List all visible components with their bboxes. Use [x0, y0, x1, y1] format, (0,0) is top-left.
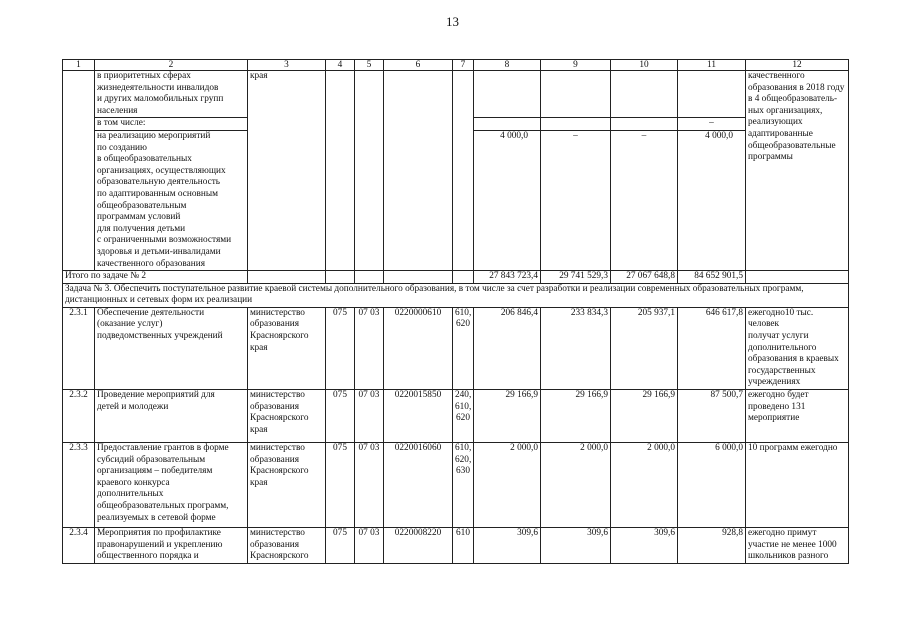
col-header: 2: [95, 60, 248, 71]
row-num: 2.3.3: [63, 443, 95, 528]
row-c6: 0220000610: [384, 307, 453, 389]
cell-empty: [474, 71, 541, 118]
table-row: [63, 390, 849, 443]
row-c4: 075: [326, 443, 355, 528]
row-v10: 205 937,1: [611, 307, 678, 389]
col-header: 10: [611, 60, 678, 71]
column-number-header: [63, 60, 849, 71]
row-c6: 0220008220: [384, 528, 453, 564]
continued-grbs: края: [248, 71, 326, 271]
total-row: [63, 271, 849, 284]
subitem-v11: 4 000,0: [678, 130, 746, 270]
row-result: 10 программ ежегодно: [746, 443, 849, 528]
col-header: 1: [63, 60, 95, 71]
total-v10: 27 067 648,8: [611, 271, 678, 284]
row-c5: 07 03: [355, 390, 384, 443]
row-v8: 2 000,0: [474, 443, 541, 528]
row-grbs: министерство образования Красноярского: [248, 528, 326, 564]
cell-num: [63, 71, 95, 271]
col-header: 11: [678, 60, 746, 71]
table-row: [63, 307, 849, 389]
row-c7: 240, 610, 620: [453, 390, 474, 443]
cell-empty: [541, 71, 611, 118]
program-table: [62, 59, 849, 564]
continued-row: [63, 71, 849, 118]
col-header: 9: [541, 60, 611, 71]
row-v8: 29 166,9: [474, 390, 541, 443]
row-result: ежегодно примут участие не менее 1000 школьников разного: [746, 528, 849, 564]
cell-empty: [541, 118, 611, 131]
row-c5: 07 03: [355, 307, 384, 389]
subitem-v8: 4 000,0: [474, 130, 541, 270]
subitem-v10: –: [611, 130, 678, 270]
cell-empty: [453, 71, 474, 271]
row-c7: 610, 620: [453, 307, 474, 389]
row-grbs: министерство образования Красноярского края: [248, 390, 326, 443]
task-3-title: Задача № 3. Обеспечить поступательное развитие краевой системы дополнительного образования, в том числе за счет разработки и реализации современных образовательных программ, дистанционных и сетевых форм их реализации: [63, 283, 849, 307]
continued-name: в приоритетных сферах жизнедеятельности инвалидов и других маломобильных групп населения: [95, 71, 248, 118]
row-num: 2.3.1: [63, 307, 95, 389]
col-header: 4: [326, 60, 355, 71]
task-header-row: [63, 283, 849, 307]
including-label: в том числе:: [95, 118, 248, 131]
row-v10: 29 166,9: [611, 390, 678, 443]
cell-empty: [678, 71, 746, 118]
row-v11: 6 000,0: [678, 443, 746, 528]
row-c4: 075: [326, 390, 355, 443]
row-c7: 610, 620, 630: [453, 443, 474, 528]
cell-empty: [453, 271, 474, 284]
row-v9: 29 166,9: [541, 390, 611, 443]
continued-result: качественного образования в 2018 году в 4 общеобразователь- ных организациях, реализующих адаптированные общеобразовательные программы: [746, 71, 849, 271]
row-c4: 075: [326, 528, 355, 564]
page-number: 13: [446, 14, 459, 29]
row-result: ежегодно10 тыс. человек получат услуги дополнительного образования в краевых государственных учреждениях: [746, 307, 849, 389]
including-dash: –: [678, 118, 746, 131]
subitem-v9: –: [541, 130, 611, 270]
row-grbs: министерство образования Красноярского края: [248, 443, 326, 528]
row-v8: 309,6: [474, 528, 541, 564]
row-v9: 309,6: [541, 528, 611, 564]
cell-empty: [326, 71, 355, 271]
row-v9: 2 000,0: [541, 443, 611, 528]
cell-empty: [326, 271, 355, 284]
row-c5: 07 03: [355, 528, 384, 564]
cell-empty: [355, 271, 384, 284]
row-c5: 07 03: [355, 443, 384, 528]
row-c4: 075: [326, 307, 355, 389]
cell-empty: [355, 71, 384, 271]
row-v9: 233 834,3: [541, 307, 611, 389]
row-c6: 0220016060: [384, 443, 453, 528]
cell-empty: [384, 271, 453, 284]
row-v11: 87 500,7: [678, 390, 746, 443]
total-v9: 29 741 529,3: [541, 271, 611, 284]
row-v10: 309,6: [611, 528, 678, 564]
row-v10: 2 000,0: [611, 443, 678, 528]
cell-empty: [611, 71, 678, 118]
table-row: [63, 528, 849, 564]
col-header: 12: [746, 60, 849, 71]
col-header: 8: [474, 60, 541, 71]
row-v11: 646 617,8: [678, 307, 746, 389]
col-header: 7: [453, 60, 474, 71]
col-header: 6: [384, 60, 453, 71]
total-v8: 27 843 723,4: [474, 271, 541, 284]
row-num: 2.3.2: [63, 390, 95, 443]
row-v11: 928,8: [678, 528, 746, 564]
col-header: 5: [355, 60, 384, 71]
row-num: 2.3.4: [63, 528, 95, 564]
cell-empty: [611, 118, 678, 131]
row-c7: 610: [453, 528, 474, 564]
cell-empty: [746, 271, 849, 284]
row-grbs: министерство образования Красноярского края: [248, 307, 326, 389]
row-v8: 206 846,4: [474, 307, 541, 389]
row-c6: 0220015850: [384, 390, 453, 443]
subitem-name: на реализацию мероприятий по созданию в общеобразовательных организациях, осуществляющих образовательную деятельность по адаптированным основным общеобразовательным программам условий для получения детьми с ограниченными возможностями здоровья и детьми-инвалидами качественного образования: [95, 130, 248, 270]
row-name: Проведение мероприятий для детей и молодежи: [95, 390, 248, 443]
cell-empty: [384, 71, 453, 271]
table-row: [63, 443, 849, 528]
col-header: 3: [248, 60, 326, 71]
total-v11: 84 652 901,5: [678, 271, 746, 284]
row-name: Предоставление грантов в форме субсидий образовательным организациям – победителям краевого конкурса дополнительных общеобразовательных программ, реализуемых в сетевой форме: [95, 443, 248, 528]
row-name: Мероприятия по профилактике правонарушений и укреплению общественного порядка и: [95, 528, 248, 564]
cell-empty: [248, 271, 326, 284]
row-name: Обеспечение деятельности (оказание услуг) подведомственных учреждений: [95, 307, 248, 389]
total-label: Итого по задаче № 2: [63, 271, 248, 284]
cell-empty: [474, 118, 541, 131]
row-result: ежегодно будет проведено 131 мероприятие: [746, 390, 849, 443]
